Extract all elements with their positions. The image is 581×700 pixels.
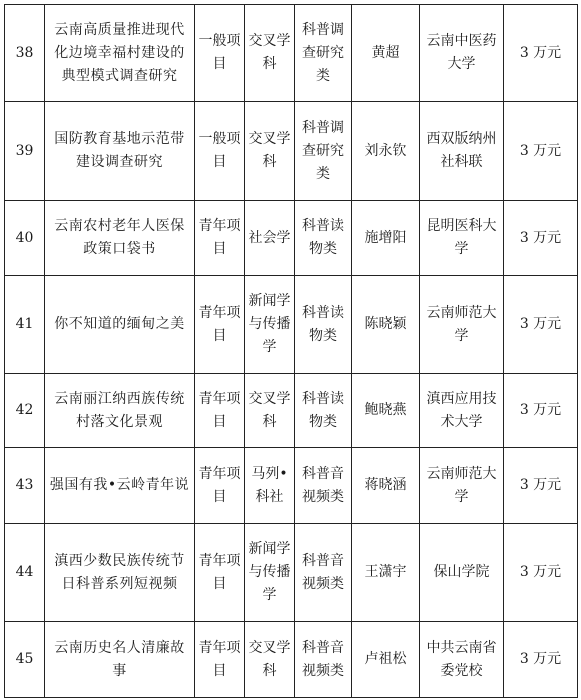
person-in-charge: 陈晓颖 <box>352 276 420 374</box>
project-level: 青年项目 <box>195 201 245 276</box>
funding-amount: 3 万元 <box>504 5 578 102</box>
work-unit: 滇西应用技术大学 <box>420 374 504 448</box>
project-level: 青年项目 <box>195 448 245 524</box>
work-unit: 云南师范大学 <box>420 448 504 524</box>
table-row <box>5 448 578 524</box>
work-unit: 保山学院 <box>420 524 504 622</box>
discipline: 社会学 <box>245 201 295 276</box>
project-level: 一般项目 <box>195 102 245 201</box>
funding-amount: 3 万元 <box>504 448 578 524</box>
category: 科普读物类 <box>295 201 352 276</box>
person-in-charge: 王潇宇 <box>352 524 420 622</box>
project-title: 云南农村老年人医保政策口袋书 <box>45 201 195 276</box>
discipline: 马列•科社 <box>245 448 295 524</box>
project-title: 云南高质量推进现代化边境幸福村建设的典型模式调查研究 <box>45 5 195 102</box>
person-in-charge: 刘永钦 <box>352 102 420 201</box>
funding-amount: 3 万元 <box>504 201 578 276</box>
work-unit: 云南中医药大学 <box>420 5 504 102</box>
category: 科普音视频类 <box>295 524 352 622</box>
project-table <box>4 4 578 698</box>
table-row <box>5 374 578 448</box>
discipline: 交叉学科 <box>245 102 295 201</box>
project-title: 云南丽江纳西族传统村落文化景观 <box>45 374 195 448</box>
funding-amount: 3 万元 <box>504 276 578 374</box>
category: 科普读物类 <box>295 374 352 448</box>
work-unit: 云南师范大学 <box>420 276 504 374</box>
funding-amount: 3 万元 <box>504 374 578 448</box>
project-title: 强国有我•云岭青年说 <box>45 448 195 524</box>
person-in-charge: 黄超 <box>352 5 420 102</box>
row-number: 38 <box>5 5 45 102</box>
category: 科普读物类 <box>295 276 352 374</box>
work-unit: 西双版纳州社科联 <box>420 102 504 201</box>
table-body <box>5 5 578 698</box>
funding-amount: 3 万元 <box>504 102 578 201</box>
project-title: 你不知道的缅甸之美 <box>45 276 195 374</box>
table-row <box>5 102 578 201</box>
category: 科普音视频类 <box>295 448 352 524</box>
category: 科普音视频类 <box>295 622 352 698</box>
person-in-charge: 施增阳 <box>352 201 420 276</box>
project-title: 国防教育基地示范带建设调查研究 <box>45 102 195 201</box>
row-number: 39 <box>5 102 45 201</box>
table-row <box>5 622 578 698</box>
person-in-charge: 蒋晓涵 <box>352 448 420 524</box>
table-row <box>5 201 578 276</box>
category: 科普调查研究类 <box>295 5 352 102</box>
project-level: 青年项目 <box>195 374 245 448</box>
table-row <box>5 524 578 622</box>
row-number: 42 <box>5 374 45 448</box>
table-row <box>5 276 578 374</box>
row-number: 41 <box>5 276 45 374</box>
project-level: 青年项目 <box>195 276 245 374</box>
discipline: 交叉学科 <box>245 5 295 102</box>
category: 科普调查研究类 <box>295 102 352 201</box>
work-unit: 中共云南省委党校 <box>420 622 504 698</box>
row-number: 40 <box>5 201 45 276</box>
discipline: 交叉学科 <box>245 374 295 448</box>
discipline: 新闻学与传播学 <box>245 524 295 622</box>
person-in-charge: 鲍晓燕 <box>352 374 420 448</box>
project-level: 青年项目 <box>195 524 245 622</box>
funding-amount: 3 万元 <box>504 524 578 622</box>
project-level: 一般项目 <box>195 5 245 102</box>
project-title: 滇西少数民族传统节日科普系列短视频 <box>45 524 195 622</box>
project-title: 云南历史名人清廉故事 <box>45 622 195 698</box>
person-in-charge: 卢祖松 <box>352 622 420 698</box>
discipline: 交叉学科 <box>245 622 295 698</box>
discipline: 新闻学与传播学 <box>245 276 295 374</box>
table-row <box>5 5 578 102</box>
row-number: 44 <box>5 524 45 622</box>
funding-amount: 3 万元 <box>504 622 578 698</box>
row-number: 43 <box>5 448 45 524</box>
work-unit: 昆明医科大学 <box>420 201 504 276</box>
project-level: 青年项目 <box>195 622 245 698</box>
row-number: 45 <box>5 622 45 698</box>
